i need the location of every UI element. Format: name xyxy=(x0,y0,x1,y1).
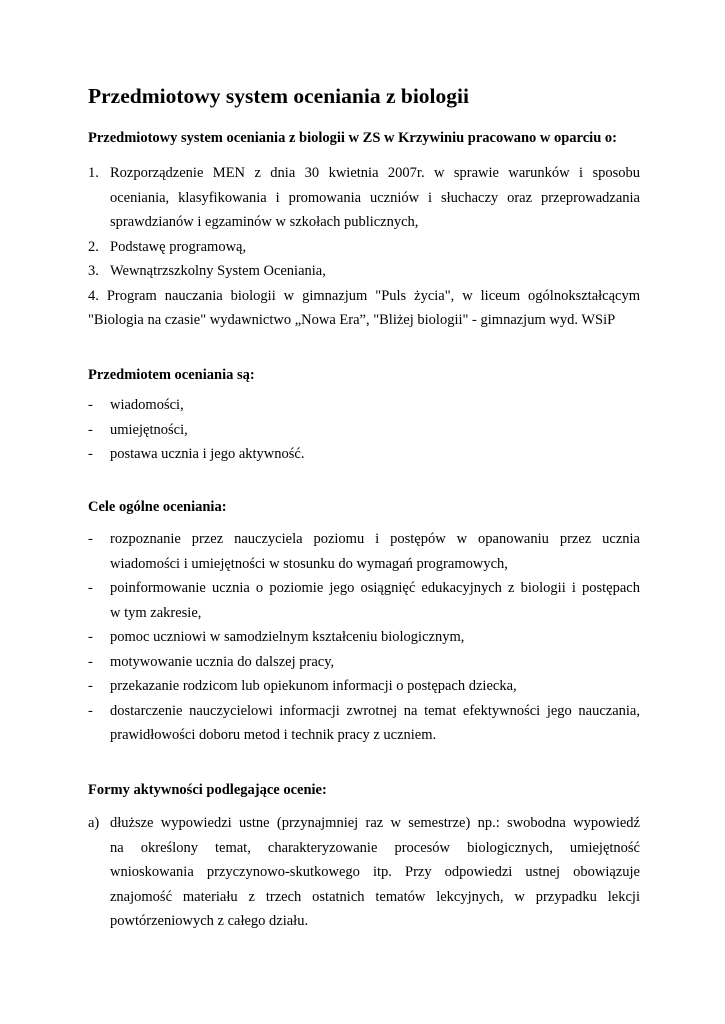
list-item-line: postawa ucznia i jego aktywność. xyxy=(110,446,305,462)
list-marker: - xyxy=(88,421,93,438)
subjects-list xyxy=(88,393,640,467)
list-item-line: dostarczenie nauczycielowi informacji zwrotnej na temat efektywności jego nauczania, xyxy=(110,702,640,719)
list-marker: - xyxy=(88,531,93,547)
list-item xyxy=(88,674,640,699)
intro-heading: Przedmiotowy system oceniania z biologii w ZS w Krzywiniu pracowano w oparciu o: xyxy=(88,130,617,146)
sources-list xyxy=(88,161,640,333)
list-item-line: Wewnątrzszkolny System Oceniania, xyxy=(110,263,326,279)
list-item-line: oceniania, klasyfikowania i promowania uczniów i słuchaczy oraz przeprowadzania xyxy=(110,189,640,206)
list-item-line: znajomość materiału z trzech ostatnich tematów lekcyjnych, w przypadku lekcji xyxy=(110,888,640,905)
list-marker: 3. xyxy=(88,263,99,279)
list-item xyxy=(88,699,640,748)
list-marker: 1. xyxy=(88,165,99,181)
list-item xyxy=(88,418,640,443)
list-item xyxy=(88,442,640,467)
document-title: Przedmiotowy system oceniania z biologii xyxy=(88,84,469,108)
list-marker: - xyxy=(88,397,93,413)
goals-list xyxy=(88,527,640,748)
list-item-line: prawidłowości doboru metod i technik pracy z uczniem. xyxy=(110,727,437,743)
list-item-line: dłuższe wypowiedzi ustne (przynajmniej raz w semestrze) np.: swobodna wypowiedź xyxy=(110,815,640,831)
list-item xyxy=(88,235,640,260)
list-item xyxy=(88,527,640,576)
source-4-line-2: "Biologia na czasie" wydawnictwo „Nowa Era”, "Bliżej biologii" - gimnazjum wyd. WSiP xyxy=(88,312,616,328)
forms-heading: Formy aktywności podlegające ocenie: xyxy=(88,782,327,798)
list-marker: - xyxy=(88,653,93,670)
list-item xyxy=(88,811,640,934)
list-item xyxy=(88,576,640,625)
list-item xyxy=(88,161,640,235)
list-item-line: Rozporządzenie MEN z dnia 30 kwietnia 2007r. w sprawie warunków i sposobu xyxy=(110,165,640,181)
list-item-line: powtórzeniowych z całego działu. xyxy=(110,913,309,929)
list-marker: 2. xyxy=(88,238,99,255)
list-item-line: rozpoznanie przez nauczyciela poziomu i postępów w opanowaniu przez ucznia xyxy=(110,531,640,547)
list-item xyxy=(88,259,640,284)
list-item-line: sprawdzianów i egzaminów w szkołach publicznych, xyxy=(110,214,419,230)
list-item-line: w tym zakresie, xyxy=(110,604,202,621)
list-item xyxy=(88,625,640,650)
forms-list xyxy=(88,811,640,934)
source-4-line-1: 4. Program nauczania biologii w gimnazjum "Puls życia", w liceum ogólnokształcącym xyxy=(88,287,640,304)
list-item xyxy=(88,650,640,675)
list-item-line: na określony temat, charakteryzowanie procesów biologicznych, umiejętność xyxy=(110,839,640,856)
list-item-line: poinformowanie ucznia o poziomie jego osiągnięć edukacyjnych z biologii i postępach xyxy=(110,580,640,596)
list-item-line: motywowanie ucznia do dalszej pracy, xyxy=(110,653,335,670)
subjects-heading: Przedmiotem oceniania są: xyxy=(88,367,255,383)
list-marker: - xyxy=(88,702,93,719)
list-item-line: wiadomości i umiejętności w stosunku do wymagań programowych, xyxy=(110,555,508,572)
list-item-line: wnioskowania przyczynowo-skutkowego itp. Przy odpowiedzi ustnej obowiązuje xyxy=(110,864,640,880)
list-item xyxy=(88,393,640,418)
list-item-line: umiejętności, xyxy=(110,421,188,438)
list-marker: - xyxy=(88,678,93,694)
list-item-line: wiadomości, xyxy=(110,397,184,413)
list-item-line: przekazanie rodzicom lub opiekunom informacji o postępach dziecka, xyxy=(110,678,517,694)
goals-heading: Cele ogólne oceniania: xyxy=(88,499,227,515)
list-marker: - xyxy=(88,629,93,645)
list-marker: a) xyxy=(88,815,100,831)
list-item-line: pomoc uczniowi w samodzielnym kształceniu biologicznym, xyxy=(110,629,465,645)
list-marker: - xyxy=(88,580,93,596)
list-item-line: Podstawę programową, xyxy=(110,238,247,255)
list-marker: - xyxy=(88,446,93,462)
